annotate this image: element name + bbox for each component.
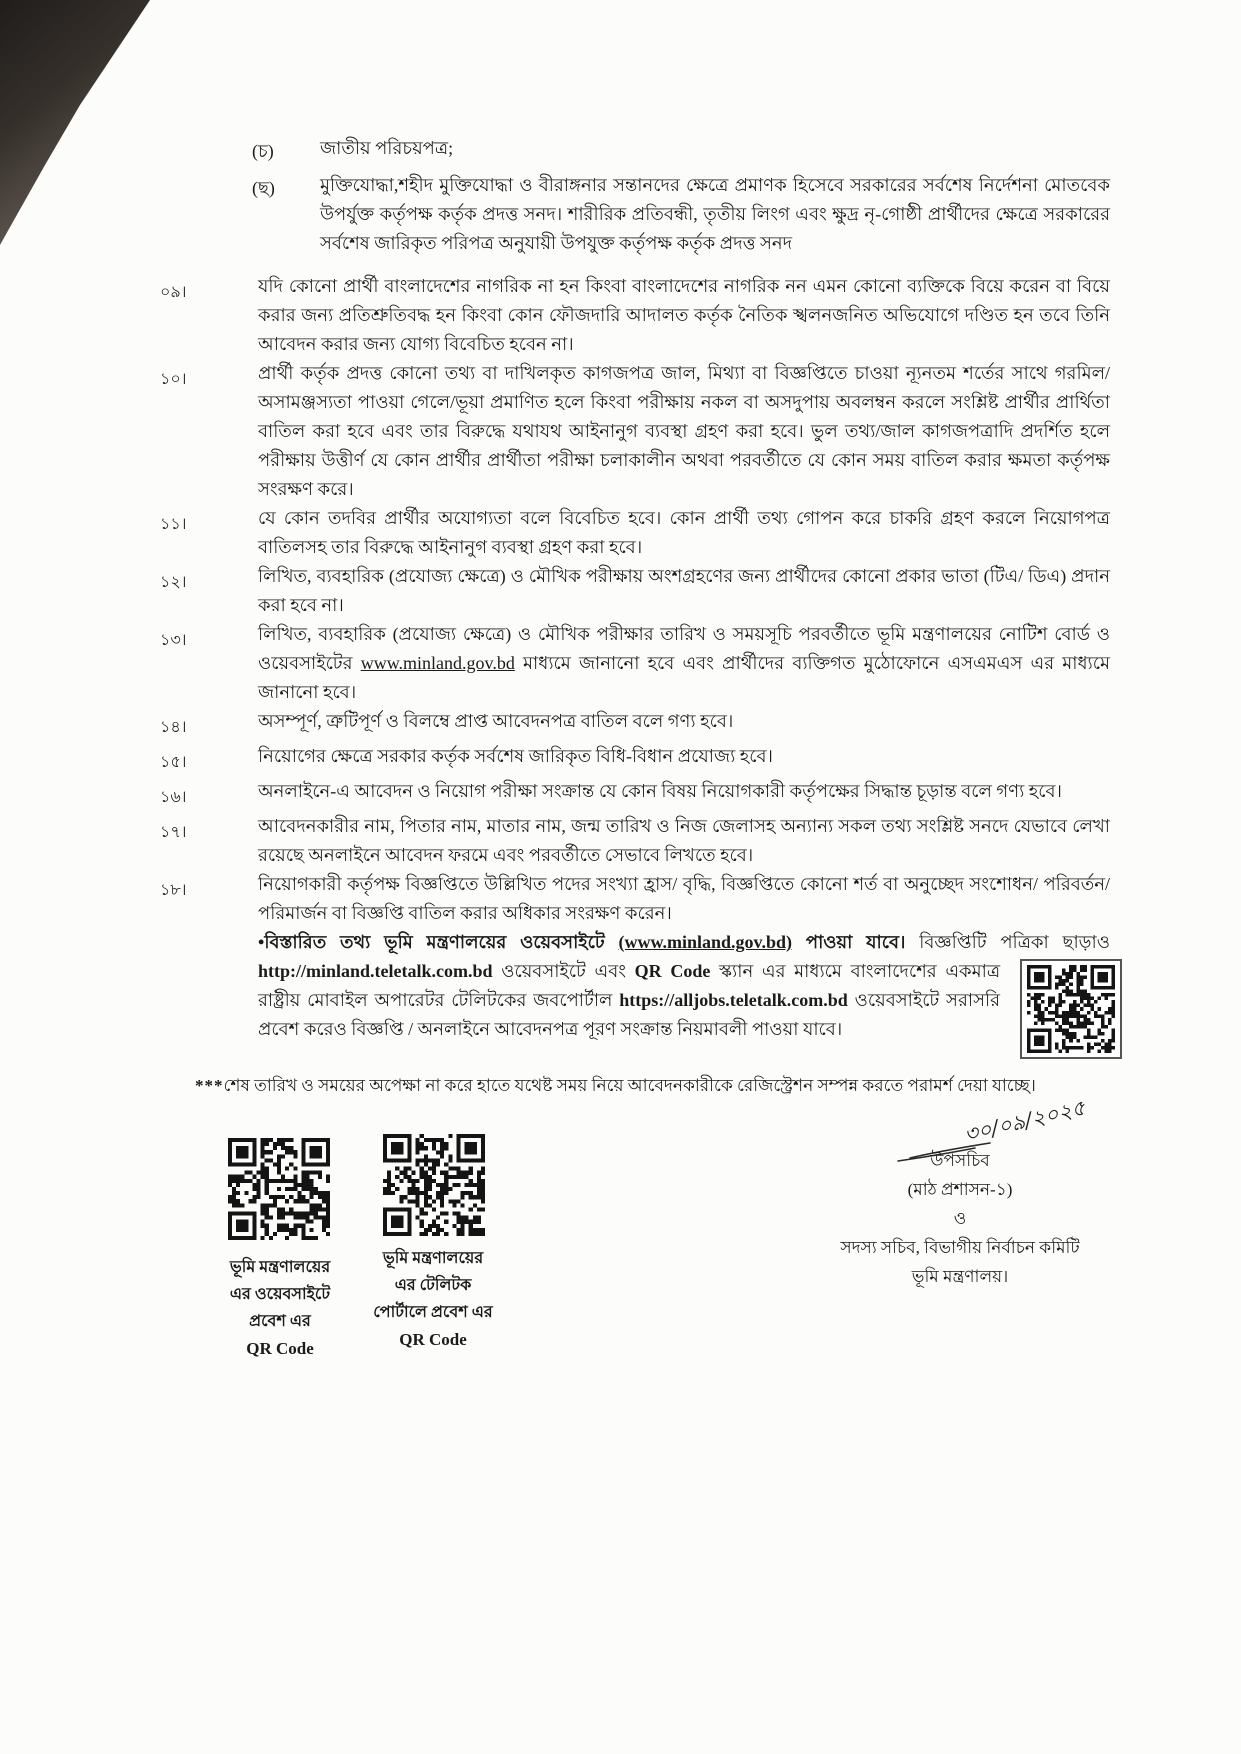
details-text: ওয়েবসাইটে এবং [501,961,626,981]
details-lead-tail: পাওয়া যাবে। [805,932,906,952]
qr-modules [383,1134,485,1236]
qr-modules [228,1138,330,1240]
clause-12 [160,562,1241,620]
caption-line: এর টেলিটক [394,1277,472,1294]
details-text: ওয়েবসাইটে সরাসরি প্রবেশ করেও বিজ্ঞপ্তি / অনলাইনে আবেদনপত্র পূরণ সংক্রান্ত নিয়মাবলী পাওয়া যাবে। [258,990,1001,1039]
clause-number: ১০। [160,371,187,388]
sub-item-text: জাতীয় পরিচয়পত্র; [320,138,454,158]
qr-modules [1027,965,1115,1053]
bullet: • [258,932,265,952]
sub-item-label: (চ) [252,141,274,161]
teletalk-portal-qr-code [383,1134,485,1236]
minland-website-qr-code [228,1138,330,1240]
clause-number: ১৪। [160,719,187,736]
clause-10 [160,359,1241,504]
note-marker: *** [195,1076,224,1095]
clause-number: ১২। [160,574,187,591]
closing-note [195,1072,1068,1100]
clause-text: নিয়োগকারী কর্তৃপক্ষ বিজ্ঞপ্তিতে উল্লিখিত পদের সংখ্যা হ্রাস/ বৃদ্ধি, বিজ্ঞপ্তিতে কোনো শর্ত বা অনুচ্ছেদ সংশোধন/ পরিবর্তন/ পরিমার্জন বা বিজ্ঞপ্তি বাতিল করার অধিকার সংরক্ষণ করেন। [258,874,1110,923]
clause-number: ১৮। [160,882,187,899]
clause-text: প্রার্থী কর্তৃক প্রদত্ত কোনো তথ্য বা দাখিলকৃত কাগজপত্র জাল, মিথ্যা বা বিজ্ঞপ্তিতে চাওয়া ন্যূনতম শর্তের সাথে গরমিল/অসামঞ্জস্যতা পাওয়া গেলে/ভূয়া প্রমাণিত হলে কিংবা পরীক্ষায় নকল বা অসদুপায় অবলম্বন করলে সংশ্লিষ্ট প্রার্থীর প্রার্থিতা বাতিল করা হবে এবং তার বিরুদ্ধে যথাযথ আইনানুগ ব্যবস্থা গ্রহণ করা হবে। ভুল তথ্য/জাল কাগজপত্রাদি প্রদর্শিত হলে পরীক্ষায় উত্তীর্ণ যে কোন প্রার্থীর প্রার্থীতা পরীক্ষা চলাকালীন অথবা পরবর্তীতে যে কোন সময় বাতিল করার ক্ষমতা কর্তৃপক্ষ সংরক্ষণ করে। [258,363,1110,499]
qr-caption-portal [358,1245,508,1353]
qr-code-image [1026,965,1116,1053]
clause-15 [160,742,1241,777]
sub-item-text: মুক্তিযোদ্ধা,শহীদ মুক্তিযোদ্ধা ও বীরাঙ্গনার সন্তানদের ক্ষেত্রে প্রমাণক হিসেবে সরকারের সর্বশেষ নির্দেশনা মোতবেক উপর্যুক্ত কর্তৃপক্ষ কর্তৃক প্রদত্ত সনদ। শারীরিক প্রতিবন্ধী, তৃতীয় লিংগ এবং ক্ষুদ্র নৃ-গোষ্ঠী প্রার্থীদের ক্ষেত্রে সরকারের সর্বশেষ জারিকৃত পরিপত্র অনুযায়ী উপযুক্ত কর্তৃপক্ষ কর্তৃক প্রদত্ত সনদ [320,175,1110,253]
clause-number: ১৭। [160,824,187,841]
sub-item-label: (ছ) [252,178,275,198]
caption-line: প্রবেশ এর [249,1313,311,1330]
signatory-wing: (মাঠ প্রশাসন-১) [907,1180,1013,1199]
signatory-block [810,1146,1110,1291]
qr-code-label: QR Code [634,961,711,981]
handwritten-date: ৩০/০৯/২০২৫ [961,1095,1088,1147]
clause-text-part: লিখিত, ব্যবহারিক (প্রযোজ্য ক্ষেত্রে) ও মৌখিক পরীক্ষার তারিখ ও সময়সূচি পরবর্তীতে ভূমি মন্ত্রণালয়ের নোটিশ বোর্ড ও ওয়েবসাইটের [258,624,1110,673]
clause-number: ০৯। [160,284,187,301]
clause-11 [160,504,1241,562]
clause-09 [160,272,1241,359]
clause-text [258,620,1110,707]
teletalk-qr-code [1020,959,1122,1059]
details-text: বিজ্ঞপ্তিটি পত্রিকা ছাড়াও [919,932,1110,952]
qr-code-image [383,1134,485,1236]
caption-line: QR Code [246,1339,314,1358]
clause-number: ১৩। [160,632,187,649]
qr-code-image [228,1138,330,1240]
clause-list [0,272,1241,928]
caption-line: ভূমি মন্ত্রণালয়ের [229,1259,331,1276]
clause-18 [160,870,1241,928]
clause-text: নিয়োগের ক্ষেত্রে সরকার কর্তৃক সর্বশেষ জারিকৃত বিধি-বিধান প্রযোজ্য হবে। [258,746,773,766]
details-text: স্ক্যান এর মাধ্যমে বাংলাদেশের একমাত্র রাষ্ট্রীয় মোবাইল অপারেটর টেলিটকের জবপোর্টাল [258,961,1001,1010]
signatory-conjunction: ও [953,1209,967,1228]
clause-text: আবেদনকারীর নাম, পিতার নাম, মাতার নাম, জন্ম তারিখ ও নিজ জেলাসহ অন্যান্য সকল তথ্য সংশ্লিষ্ট সনদে যেভাবে লেখা রয়েছে অনলাইনে আবেদন ফরমে এবং পরবর্তীতে সেভাবে লিখতে হবে। [258,816,1110,865]
qr-caption-website [205,1254,355,1362]
sub-item-chha [252,171,1241,258]
clause-number: ১৫। [160,754,187,771]
alljobs-teletalk-link[interactable]: https://alljobs.teletalk.com.bd [619,990,848,1010]
clause-16 [160,777,1241,812]
signatory-office: ভূমি মন্ত্রণালয়। [911,1267,1009,1286]
caption-line: ভূমি মন্ত্রণালয়ের [382,1250,484,1267]
clause-text-part: মাধ্যমে জানানো হবে এবং প্রার্থীদের ব্যক্তিগত মুঠোফোনে এসএমএস এর মাধ্যমে জানানো হবে। [258,653,1111,702]
clause-text: যে কোন তদবির প্রার্থীর অযোগ্যতা বলে বিবেচিত হবে। কোন প্রার্থী তথ্য গোপন করে চাকরি গ্রহণ করলে নিয়োগপত্র বাতিলসহ তার বিরুদ্ধে আইনানুগ ব্যবস্থা গ্রহণ করা হবে। [258,508,1110,557]
document-body [0,134,1241,1387]
caption-line: পোর্টালে প্রবেশ এর [373,1304,493,1321]
clause-17 [160,812,1241,870]
footer-area [0,1095,1241,1387]
signatory-designation: উপসচিব [930,1151,990,1170]
clause-text: লিখিত, ব্যবহারিক (প্রযোজ্য ক্ষেত্রে) ও মৌখিক পরীক্ষায় অংশগ্রহণের জন্য প্রার্থীদের কোনো প্রকার ভাতা (টিএ/ ডিএ) প্রদান করা হবে না। [258,566,1110,615]
clause-14 [160,707,1241,742]
caption-line: এর ওয়েবসাইটে [229,1286,331,1303]
sub-item-cha [252,134,1241,166]
clause-text: অসম্পূর্ণ, ত্রুটিপূর্ণ ও বিলম্বে প্রাপ্ত আবেদনপত্র বাতিল বলে গণ্য হবে। [258,711,734,731]
clause-number: ১১। [160,516,187,533]
teletalk-minland-link[interactable]: http://minland.teletalk.com.bd [258,961,493,981]
clause-number: ১৬। [160,789,187,806]
details-paragraph [258,928,1110,1063]
clause-text: অনলাইনে-এ আবেদন ও নিয়োগ পরীক্ষা সংক্রান্ত যে কোন বিষয় নিয়োগকারী কর্তৃপক্ষের সিদ্ধান্ত চূড়ান্ত বলে গণ্য হবে। [258,781,1062,801]
caption-line: QR Code [399,1330,467,1349]
minland-website-link[interactable]: (www.minland.gov.bd) [618,932,793,952]
clause-text: যদি কোনো প্রার্থী বাংলাদেশের নাগরিক না হন কিংবা বাংলাদেশের নাগরিক নন এমন কোনো ব্যক্তিকে বিয়ে করেন বা বিয়ে করার জন্য প্রতিশ্রুতিবদ্ধ হন কিংবা কোন ফৌজদারি আদালত কর্তৃক নৈতিক স্খলনজনিত অভিযোগে দণ্ডিত হন তবে তিনি আবেদন করার জন্য যোগ্য বিবেচিত হবেন না। [258,276,1110,354]
clause-13 [160,620,1241,707]
minland-website-link[interactable]: www.minland.gov.bd [360,653,515,673]
signatory-committee-role: সদস্য সচিব, বিভাগীয় নির্বাচন কমিটি [840,1238,1080,1257]
details-lead: বিস্তারিত তথ্য ভূমি মন্ত্রণালয়ের ওয়েবসাইটে [264,932,605,952]
note-text: শেষ তারিখ ও সময়ের অপেক্ষা না করে হাতে যথেষ্ট সময় নিয়ে আবেদনকারীকে রেজিস্ট্রেশন সম্পন্ন করতে পরামর্শ দেয়া যাচ্ছে। [223,1076,1036,1095]
